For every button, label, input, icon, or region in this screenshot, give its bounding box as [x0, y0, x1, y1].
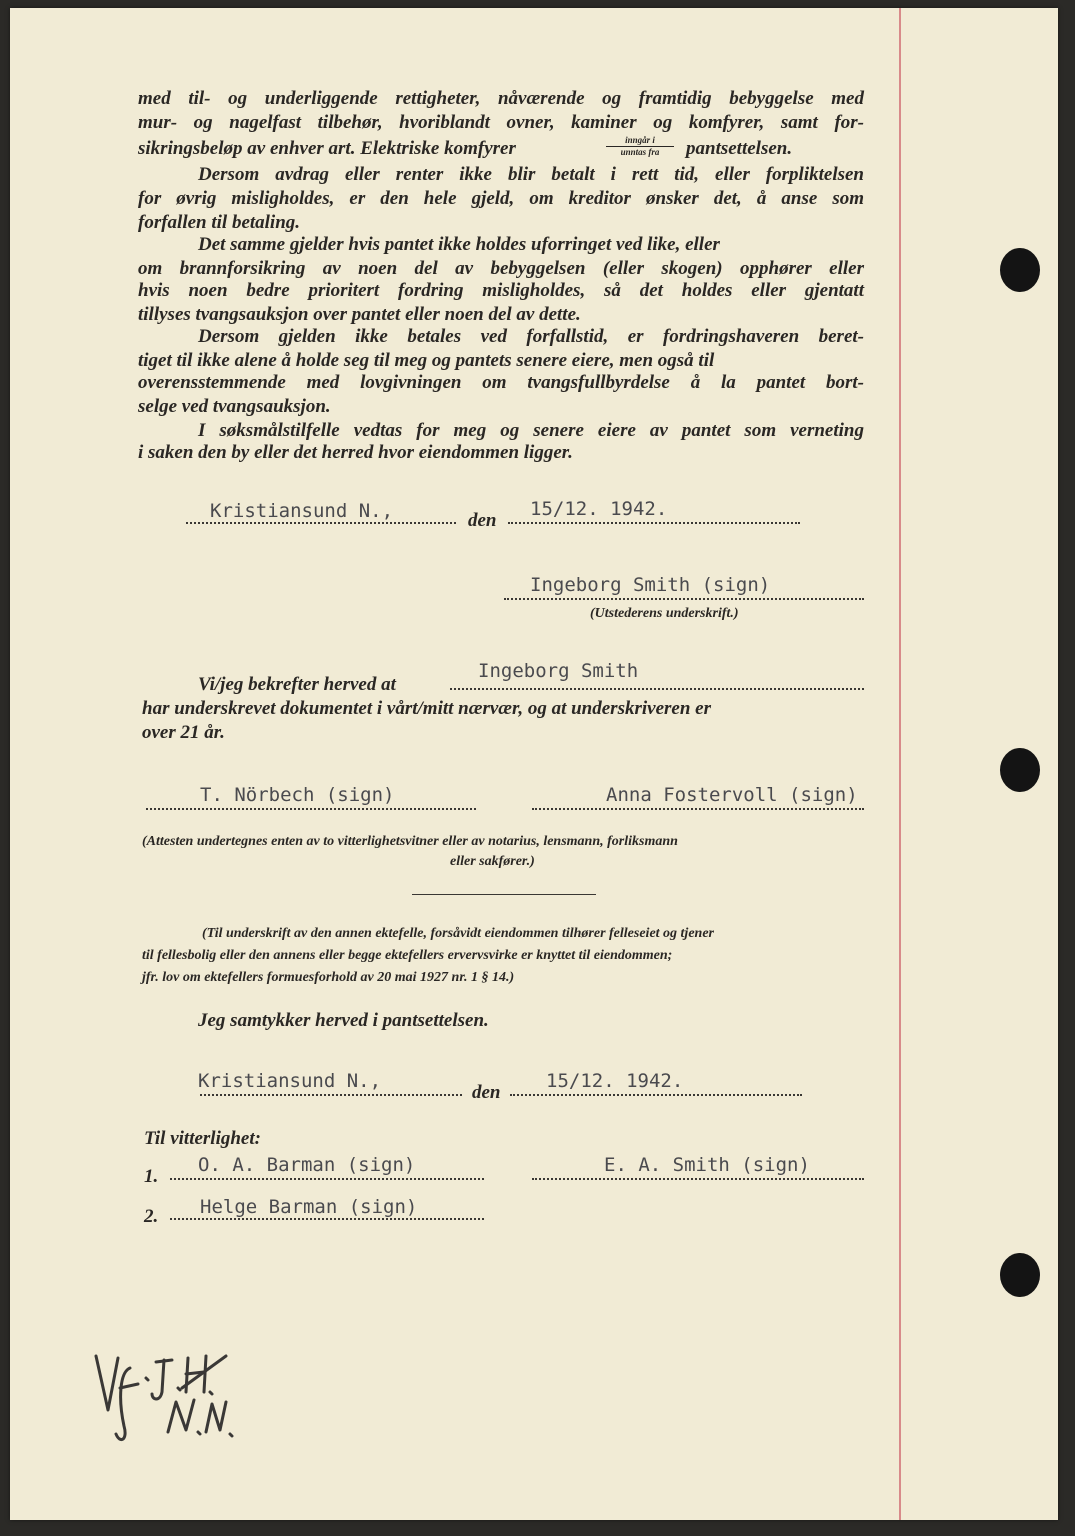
confirmation-line: over 21 år.: [142, 722, 225, 743]
punch-hole: [1000, 748, 1040, 792]
body-line: mur- og nagelfast tilbehør, hvoriblandt ovner, kaminer og komfyrer, samt for-: [138, 112, 864, 133]
dotted-line: [170, 1218, 484, 1220]
witness-2-signature: Helge Barman (sign): [200, 1196, 418, 1218]
date-2: 15/12. 1942.: [546, 1070, 684, 1092]
date-1: 15/12. 1942.: [530, 498, 668, 520]
witness-right-signature: Anna Fostervoll (sign): [606, 784, 858, 806]
handwritten-initials: [90, 1348, 240, 1448]
confirmation-lead: Vi/jeg bekrefter herved at: [198, 674, 396, 695]
dotted-line: [200, 1094, 462, 1096]
body-line: om brannforsikring av noen del av bebyggelsen (eller skogen) opphører eller: [138, 258, 864, 279]
dotted-line: [186, 522, 456, 524]
fraction-top: inngår i: [606, 135, 674, 147]
witness-number: 2.: [144, 1206, 159, 1227]
document-page: [10, 8, 1058, 1520]
dotted-line: [146, 808, 476, 810]
witness-number: 1.: [144, 1166, 159, 1187]
divider: [412, 894, 596, 895]
dotted-line: [532, 1178, 864, 1180]
body-line-end: pantsettelsen.: [686, 138, 793, 159]
body-line: selge ved tvangsauksjon.: [138, 396, 331, 417]
body-line: tillyses tvangsauksjon over pantet eller noen del av dette.: [138, 304, 581, 325]
attest-note: eller sakfører.): [450, 854, 535, 869]
margin-line: [899, 8, 901, 1520]
body-line: hvis noen bedre prioritert fordring misligholdes, så det holdes eller gjentatt: [138, 280, 864, 301]
body-line: Det samme gjelder hvis pantet ikke holdes uforringet ved like, eller: [198, 234, 720, 255]
witness-heading: Til vitterlighet:: [144, 1128, 261, 1149]
body-line: I søksmålstilfelle vedtas for meg og senere eiere av pantet som verneting: [198, 420, 864, 441]
issuer-signature: Ingeborg Smith (sign): [530, 574, 771, 596]
dotted-line: [170, 1178, 484, 1180]
spouse-note: (Til underskrift av den annen ektefelle, forsåvidt eiendommen tilhører felleseiet og tjener: [202, 926, 714, 941]
body-line: med til- og underliggende rettigheter, nåværende og framtidig bebyggelse med: [138, 88, 864, 109]
confirmed-name: Ingeborg Smith: [478, 660, 639, 682]
confirmation-line: har underskrevet dokumentet i vårt/mitt nærvær, og at underskriveren er: [142, 698, 711, 719]
body-line: i saken den by eller det herred hvor eiendommen ligger.: [138, 442, 573, 463]
body-line: for øvrig misligholdes, er den hele gjeld, om kreditor ønsker det, å anse som: [138, 188, 864, 209]
issuer-caption: (Utstederens underskrift.): [590, 606, 739, 621]
dotted-line: [508, 522, 800, 524]
fraction-inngar-unntas: [606, 135, 674, 157]
dotted-line: [532, 808, 864, 810]
dotted-line: [510, 1094, 802, 1096]
body-line: overensstemmende med lovgivningen om tvangsfullbyrdelse å la pantet bort-: [138, 372, 864, 393]
dotted-line: [450, 688, 864, 690]
consent-text: Jeg samtykker herved i pantsettelsen.: [198, 1010, 489, 1031]
body-line: tiget til ikke alene å holde seg til meg og pantets senere eiere, men også til: [138, 350, 715, 371]
den-label-2: den: [472, 1082, 501, 1103]
place-2: Kristiansund N.,: [198, 1070, 382, 1092]
spouse-note: til fellesbolig eller den annens eller begge ektefellers ervervsvirke er knyttet til eiendommen;: [142, 948, 673, 963]
body-line: sikringsbeløp av enhver art. Elektriske komfyrer: [138, 138, 516, 159]
punch-hole: [1000, 248, 1040, 292]
dotted-line: [504, 598, 864, 600]
body-line: Dersom avdrag eller renter ikke blir betalt i rett tid, eller forpliktelsen: [198, 164, 864, 185]
place-1: Kristiansund N.,: [210, 500, 394, 522]
den-label-1: den: [468, 510, 497, 531]
witness-left-signature: T. Nörbech (sign): [200, 784, 395, 806]
attest-note: (Attesten undertegnes enten av to vitterlighetsvitner eller av notarius, lensmann, forliksmann: [142, 834, 678, 849]
spouse-note: jfr. lov om ektefellers formuesforhold av 20 mai 1927 nr. 1 § 14.): [142, 970, 515, 985]
body-line: Dersom gjelden ikke betales ved forfallstid, er fordringshaveren beret-: [198, 326, 864, 347]
fraction-bottom: unntas fra: [620, 147, 660, 157]
witness-1-right-signature: E. A. Smith (sign): [604, 1154, 810, 1176]
witness-1-signature: O. A. Barman (sign): [198, 1154, 416, 1176]
punch-hole: [1000, 1253, 1040, 1297]
body-line: forfallen til betaling.: [138, 212, 301, 233]
